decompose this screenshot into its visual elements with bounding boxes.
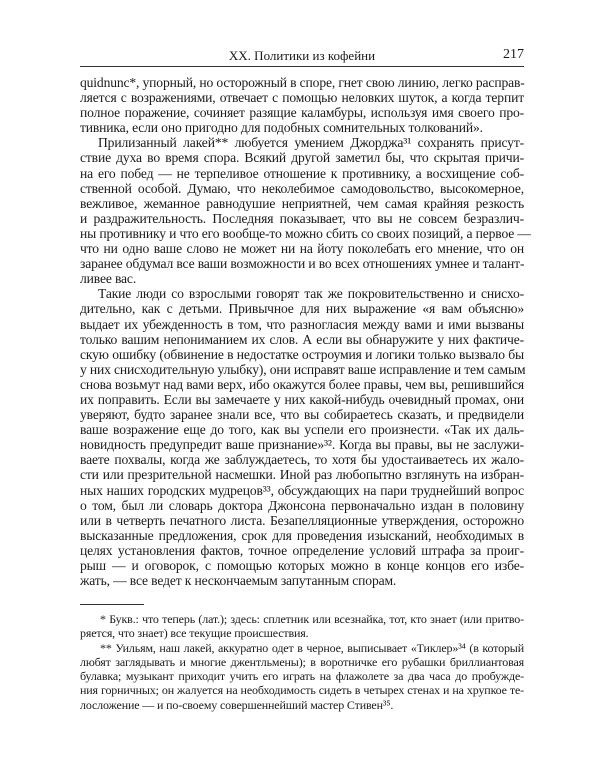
paragraph (80, 286, 524, 588)
text-line: снова возьмут над вами верх, ибо окажутся более правы, чем вы, решившийся (80, 376, 524, 392)
text-line: у них снисходительную улыбку), они исправят ваше исправление и тем самым (80, 361, 526, 377)
footnote-divider (80, 604, 144, 605)
text-line: что ни одно ваше слово не может ни на йоту поколебать его мнение, что он (80, 241, 524, 257)
text-line: ваше возражение еще до того, как вы успели его произнести. «Так их даль- (80, 422, 524, 438)
text-line: любят заглядывать и многие джентльмены); в воротничке его рубашки бриллиантовая (80, 654, 524, 669)
text-line: ливее вас. (80, 271, 137, 287)
text-line: ных наших городских мудрецов³³, обсуждающих на пари труднейший вопрос (80, 482, 524, 498)
body-text (80, 75, 531, 589)
text-line: полное поражение, сочиняет разящие каламбуры, используя имя своего про- (80, 105, 524, 121)
text-line: о том, был ли словарь доктора Джонсона первоначально издан в половину (80, 497, 524, 513)
paragraph (80, 75, 524, 135)
page-number: 217 (503, 47, 524, 62)
text-line: булавка; музыкант приходит учить его играть на флажолете за два часа до пробужде- (80, 669, 524, 684)
text-line: новидность предупредит ваше признание»³². Когда вы правы, вы не заслужи- (80, 437, 524, 453)
text-line: quidnunc*, упорный, но осторожный в споре, гнет свою линию, легко расправ- (80, 75, 525, 90)
text-line: ственной особой. Думаю, что неколебимое самодовольство, высокомерное, (80, 180, 524, 196)
text-line: вежливое, жеманное равнодушие неприятней, чем самая крайняя резкость (80, 195, 524, 211)
paragraph (80, 135, 531, 287)
text-line: высказанные предложения, срок для проведения изысканий, необходимых в (80, 527, 524, 543)
running-header (80, 46, 524, 67)
text-line: и раздражительность. Последняя показывает, что вы не совсем безразлич- (80, 210, 524, 226)
footnotes (80, 612, 524, 712)
text-line: ряется, что знает) все текущие происшествия. (80, 626, 309, 641)
text-line: жать, — все ведет к нескончаемым запутанным спорам. (80, 573, 397, 589)
text-line: ствие духа во время спора. Всякий другой заметил бы, что скрытая причи- (80, 150, 524, 166)
text-line: дительно, как с детьми. Привычное для них выражение «я вам объясню» (80, 301, 524, 317)
text-line: ляется с возражениями, отвечает с помощью неловких шуток, а когда терпит (80, 90, 524, 106)
footnote (80, 612, 524, 641)
text-line: или в четверть печатного листа. Безапелляционные утверждения, осторожно (80, 512, 524, 528)
text-line: уверяют, будто заранее знали все, что вы собираетесь сказать, и предвидели (80, 407, 524, 423)
text-line: целях установления фактов, точное определение условий штрафа за проиг- (80, 542, 524, 558)
text-line: выдает их убежденность в том, что разногласия между вами и ими вызваны (80, 316, 524, 332)
text-line: лосложение — и по-своему совершеннейший мастер Стивен³⁵. (80, 697, 394, 712)
text-line: сти или презрительной насмешки. Иной раз любопытно взглянуть на избран- (80, 467, 524, 483)
text-line: скую ошибку (обвинение в недостатке остроумия и логики только вызвало бы (80, 346, 524, 362)
text-line: Такие люди со взрослыми говорят так же покровительственно и снисхо- (98, 286, 524, 302)
chapter-title: XX. Политики из кофейни (228, 48, 376, 63)
text-line: только вашим непониманием их слов. А если вы обнаружите у них фактиче- (80, 331, 524, 347)
text-line: ** Уильям, наш лакей, аккуратно одет в черное, выписывает «Тиклер»³⁴ (в который (100, 640, 524, 655)
text-line: их поправить. Если вы замечаете у них какой-нибудь очевидный промах, они (80, 391, 524, 407)
text-line: Прилизанный лакей** любуется умением Джорджа³¹ сохранять присут- (98, 135, 524, 151)
text-line: тивника, если оно пригодно для подобных сомнительных толкований». (80, 120, 483, 136)
text-line: ны противнику и что его вообще-то можно сбить со своих позиций, а первое — (80, 225, 531, 241)
text-line: заранее обдумал все ваши возможности и во всех отношениях умнее и талант- (80, 256, 525, 272)
text-line: на его побед — не терпеливое отношение к противнику, а восхищение соб- (80, 165, 524, 181)
text-line: ния горничных; он жалуется на необходимость сидеть в четырех стенах и на хрупкое те- (80, 683, 524, 698)
text-line: рыш — и оговорок, с помощью которых можно в конце концов его избе- (80, 558, 524, 573)
text-line: ваете похвалы, когда же заблуждаетесь, то хотя бы удостаиваетесь их жало- (80, 452, 524, 468)
text-line: * Букв.: что теперь (лат.); здесь: сплетник или всезнайка, тот, кто знает (или притво- (100, 612, 524, 626)
footnote (80, 641, 524, 712)
